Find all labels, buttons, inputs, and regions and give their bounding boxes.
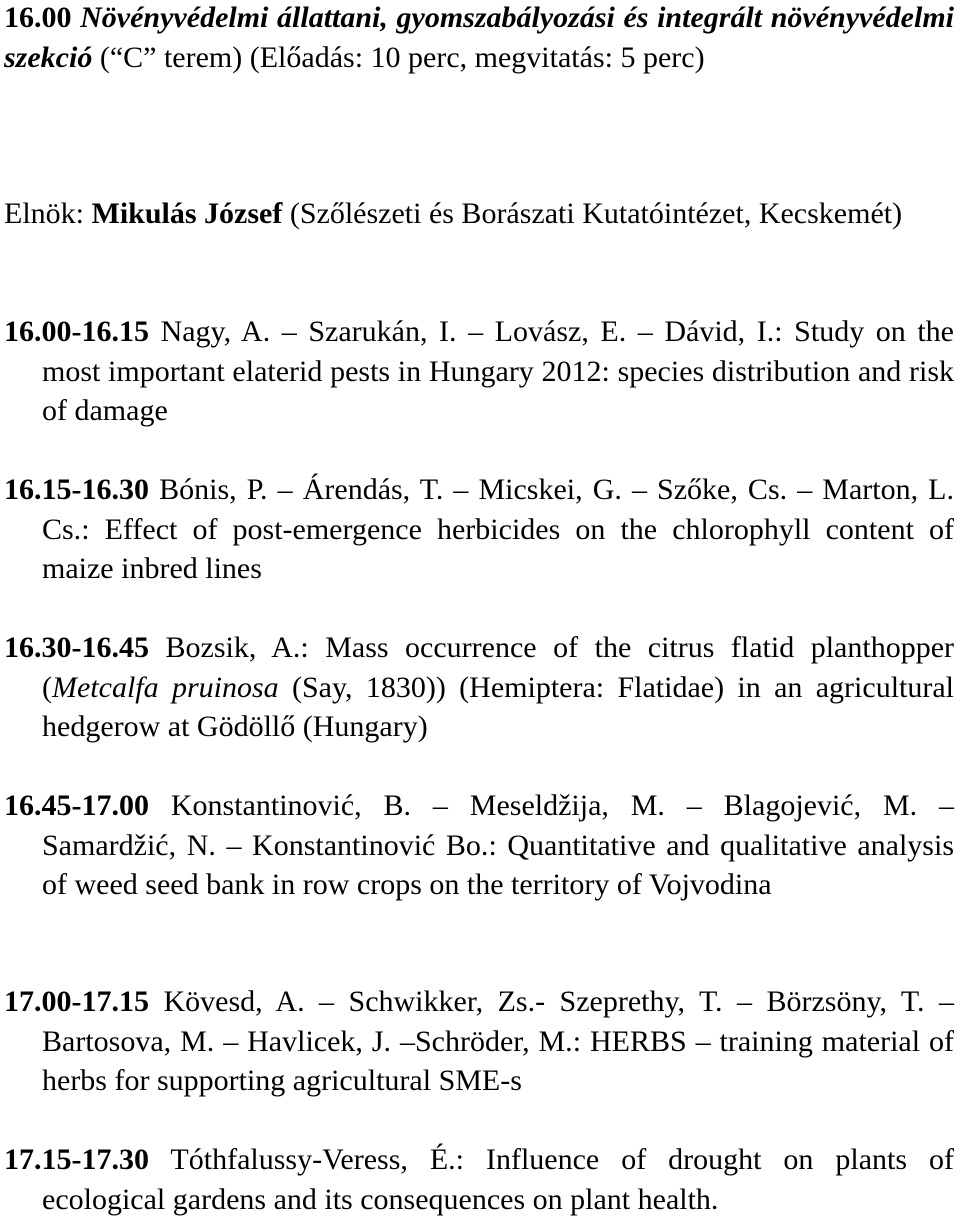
- chair-affiliation: (Szőlészeti és Borászati Kutatóintézet, Kecskemét): [289, 197, 903, 230]
- talk-title: : Mass occurrence of the citrus flatid planthopper (: [42, 631, 955, 704]
- talk-entry: [4, 470, 954, 589]
- talk-entry: [4, 312, 954, 431]
- talk-authors: Tóthfalussy-Veress, É.: [170, 1143, 456, 1176]
- talk-entry: [4, 628, 954, 747]
- section-time: 16.00: [4, 1, 72, 34]
- talk-title: : Study on the most important elaterid pests in Hungary 2012: species distribution and risk of damage: [42, 315, 954, 427]
- talk-entry: [4, 982, 954, 1101]
- talk-title: : Influence of drought on plants of ecological gardens and its consequences on plant health.: [42, 1143, 954, 1216]
- species-name: Metcalfa pruinosa: [52, 670, 279, 704]
- talk-time: 16.30-16.45: [4, 631, 149, 664]
- talk-time: 16.00-16.15: [4, 315, 149, 348]
- talk-title: : Effect of post-emergence herbicides on the chlorophyll content of maize inbred lines: [42, 512, 954, 585]
- talk-authors: Bozsik, A.: [165, 631, 301, 664]
- talk-authors: Kövesd, A. – Schwikker, Zs.- Szeprethy, T. – Börzsöny, T. – Bartosova, M. – Havlicek, J. –Schröder, M.: [42, 985, 954, 1058]
- talk-entry: [4, 1140, 954, 1219]
- talk-authors: Nagy, A. – Szarukán, I. – Lovász, E. – Dávid, I.: [160, 315, 775, 348]
- talk-time: 17.00-17.15: [4, 985, 149, 1018]
- chair-name: Mikulás József: [91, 197, 283, 230]
- talk-title-cont: (Say, 1830)) (Hemiptera: Flatidae) in an agricultural hedgerow at Gödöllő (Hungary): [42, 670, 955, 743]
- talk-authors: Bónis, P. – Árendás, T. – Micskei, G. – Szőke, Cs. – Marton, L. Cs.: [42, 473, 955, 546]
- section-heading: [4, 0, 954, 77]
- talk-time: 16.15-16.30: [4, 473, 149, 506]
- talk-authors: Konstantinović, B. – Meseldžija, M. – Blagojević, M. – Samardžić, N. – Konstantinović Bo.: [42, 789, 955, 862]
- chair-label: Elnök:: [4, 197, 84, 230]
- talk-entry: [4, 786, 954, 905]
- chair-line: [4, 194, 954, 234]
- section-details: (“C” terem) (Előadás: 10 perc, megvitatás: 5 perc): [99, 40, 705, 74]
- talk-title: : HERBS – training material of herbs for supporting agricultural SME-s: [42, 1024, 954, 1097]
- talk-title: : Quantitative and qualitative analysis of weed seed bank in row crops on the territory of Vojvodina: [42, 828, 954, 901]
- talk-time: 17.15-17.30: [4, 1143, 149, 1176]
- talk-time: 16.45-17.00: [4, 789, 149, 822]
- section-title: Növényvédelmi állattani, gyomszabályozási és integrált növényvédelmi szekció: [4, 1, 955, 74]
